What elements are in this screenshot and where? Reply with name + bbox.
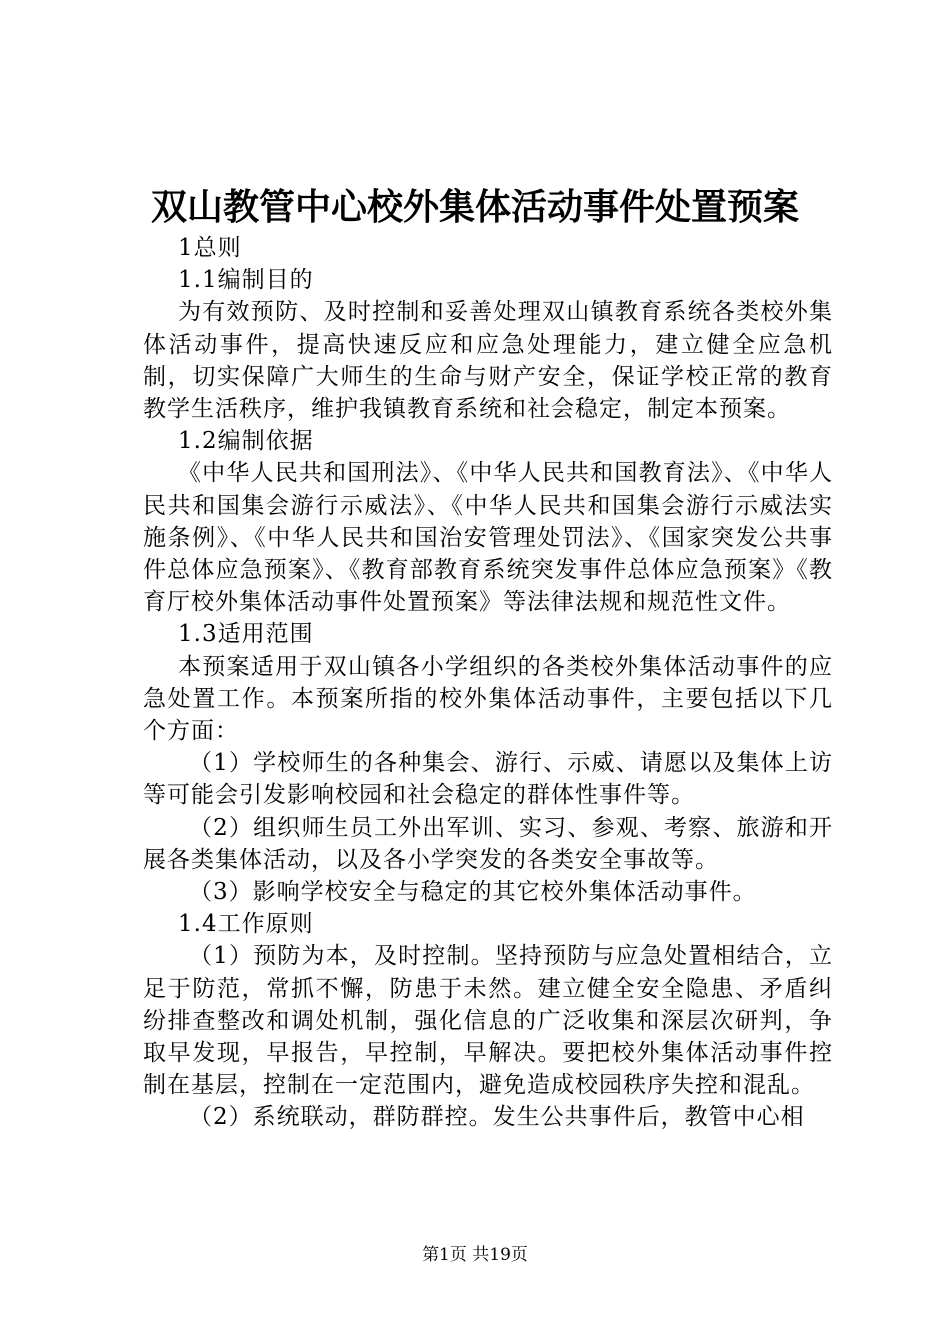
- section-heading: 1.3适用范围: [178, 621, 314, 648]
- body-paragraph: （3）影响学校安全与稳定的其它校外集体活动事件。: [189, 879, 757, 906]
- body-paragraph: （2）系统联动，群防群控。发生公共事件后，教管中心相: [189, 1104, 805, 1131]
- section-heading: 1.4工作原则: [178, 911, 314, 938]
- page-footer: 第1页 共19页: [422, 1245, 528, 1265]
- body-paragraph: （1）学校师生的各种集会、游行、示威、请愿以及集体上访等可能会引发影响校园和社会稳定的群体性事件等。: [143, 750, 833, 809]
- body-paragraph: （2）组织师生员工外出军训、实习、参观、考察、旅游和开展各类集体活动，以及各小学突发的各类安全事故等。: [143, 814, 833, 873]
- document-body: [143, 232, 833, 1134]
- body-paragraph: 为有效预防、及时控制和妥善处理双山镇教育系统各类校外集体活动事件，提高快速反应和应急处理能力，建立健全应急机制，切实保障广大师生的生命与财产安全，保证学校正常的教育教学生活秩序，维护我镇教育系统和社会稳定，制定本预案。: [143, 299, 833, 423]
- body-paragraph: 本预案适用于双山镇各小学组织的各类校外集体活动事件的应急处置工作。本预案所指的校外集体活动事件，主要包括以下几个方面：: [143, 653, 833, 745]
- section-heading: 1.1编制目的: [178, 267, 314, 294]
- body-paragraph: 《中华人民共和国刑法》、《中华人民共和国教育法》、《中华人民共和国集会游行示威法》、《中华人民共和国集会游行示威法实施条例》、《中华人民共和国治安管理处罚法》、《国家突发公共事件总体应急预案》、《教育部教育系统突发事件总体应急预案》《教育厅校外集体活动事件处置预案》等法律法规和规范性文件。: [143, 460, 833, 616]
- section-heading: 1.2编制依据: [178, 428, 314, 455]
- document-title: 双山教管中心校外集体活动事件处置预案: [150, 187, 799, 228]
- section-heading: 1总则: [178, 235, 242, 261]
- body-paragraph: （1）预防为本，及时控制。坚持预防与应急处置相结合，立足于防范，常抓不懈，防患于未然。建立健全安全隐患、矛盾纠纷排查整改和调处机制，强化信息的广泛收集和深层次研判，争取早发现，早报告，早控制，早解决。要把校外集体活动事件控制在基层，控制在一定范围内，避免造成校园秩序失控和混乱。: [143, 943, 833, 1099]
